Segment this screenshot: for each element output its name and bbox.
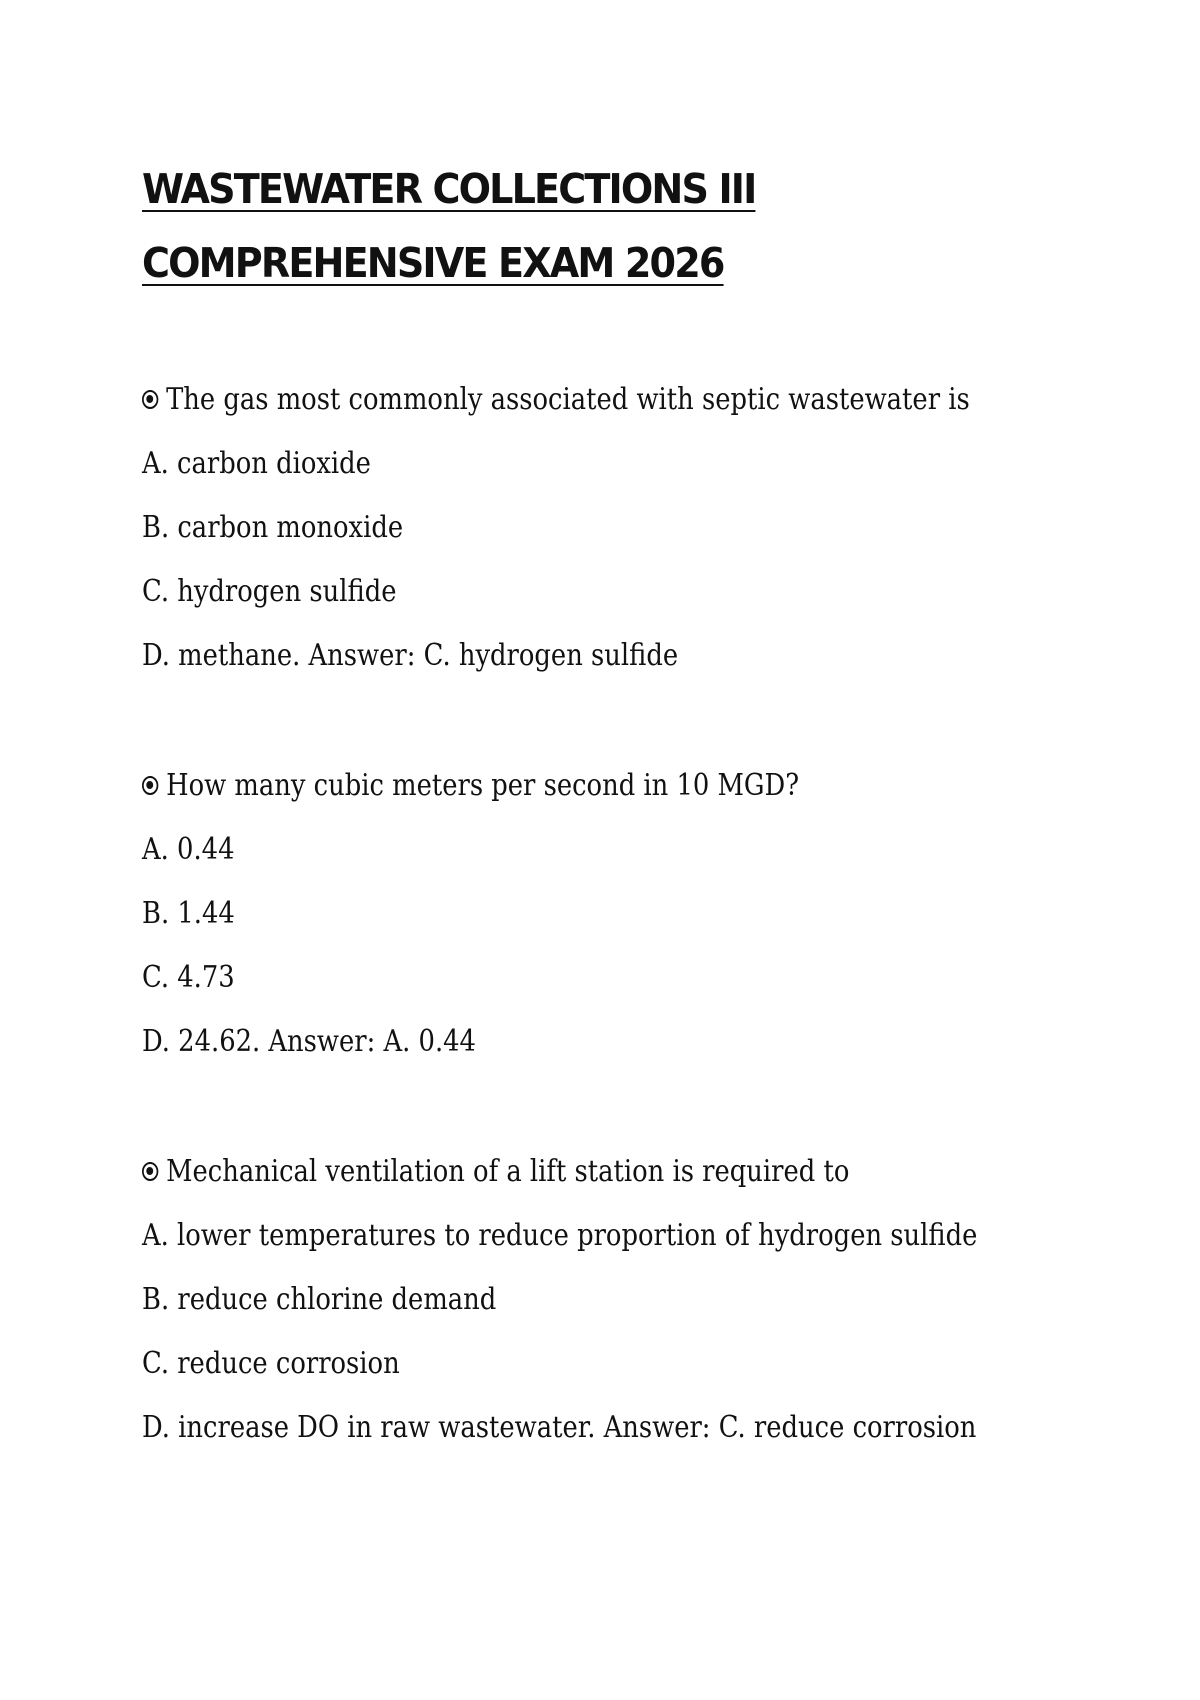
question-list [142, 368, 1122, 1526]
radio-bullet-icon [142, 1162, 158, 1181]
option-a: A. lower temperatures to reduce proportion of hydrogen sulfide [142, 1218, 978, 1253]
question-prompt [142, 754, 985, 818]
question-text: The gas most commonly associated with septic wastewater is [166, 382, 970, 417]
option-b: B. reduce chlorine demand [142, 1282, 497, 1317]
title-line-2: COMPREHENSIVE EXAM 2026 [142, 239, 724, 287]
option-a: A. 0.44 [142, 832, 235, 867]
question-2 [142, 754, 1122, 1074]
option-d-with-answer: D. methane. Answer: C. hydrogen sulfide [142, 638, 679, 673]
radio-bullet-icon [142, 776, 158, 795]
option-c: C. hydrogen sulfide [142, 574, 397, 609]
option-b: B. carbon monoxide [142, 510, 404, 545]
question-3 [142, 1140, 1122, 1460]
option-d-with-answer: D. increase DO in raw wastewater. Answer: C. reduce corrosion [142, 1410, 977, 1445]
question-prompt [142, 1140, 985, 1204]
option-b: B. 1.44 [142, 896, 235, 931]
title-line-1: WASTEWATER COLLECTIONS III [142, 165, 756, 213]
radio-bullet-icon [142, 390, 158, 409]
option-d-with-answer: D. 24.62. Answer: A. 0.44 [142, 1024, 476, 1059]
question-prompt [142, 368, 985, 432]
question-text: Mechanical ventilation of a lift station is required to [166, 1154, 850, 1189]
question-text: How many cubic meters per second in 10 MGD? [166, 768, 800, 803]
option-a: A. carbon dioxide [142, 446, 371, 481]
option-c: C. 4.73 [142, 960, 235, 995]
document-title [142, 152, 1042, 300]
option-c: C. reduce corrosion [142, 1346, 400, 1381]
question-1 [142, 368, 1122, 688]
